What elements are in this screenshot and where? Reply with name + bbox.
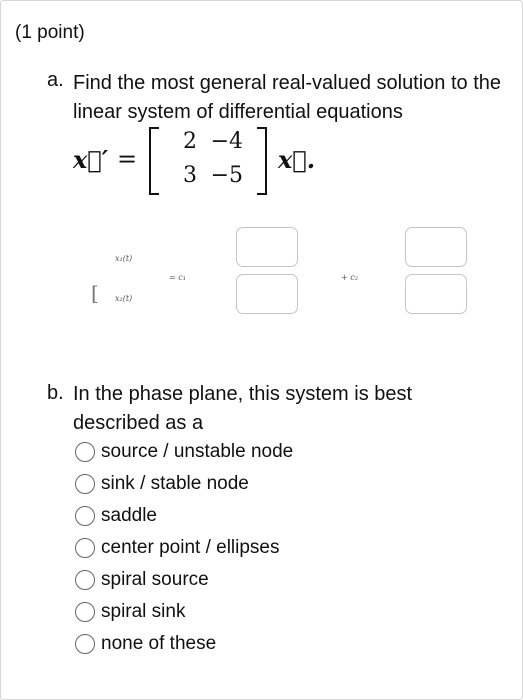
equation-rhs: x⃗. xyxy=(278,145,316,174)
matrix-cell-2-2: −5 xyxy=(210,163,243,188)
part-a-marker: a. xyxy=(47,69,64,91)
equation-equals: = xyxy=(117,145,138,173)
part-b-prompt: In the phase plane, this system is best described as a xyxy=(73,383,413,434)
x2-label: x₂(t) xyxy=(115,294,133,303)
option-label: center point / ellipses xyxy=(101,537,280,558)
part-a-prompt: Find the most general real-valued solution to the linear system of differential equations xyxy=(73,72,502,123)
option-center-point-ellipses[interactable] xyxy=(75,535,280,561)
option-label: sink / stable node xyxy=(101,473,249,494)
differential-equation xyxy=(73,125,353,197)
option-label: spiral sink xyxy=(101,601,186,622)
points-label: (1 point) xyxy=(15,22,85,43)
c2-vector-bottom-input[interactable] xyxy=(405,274,467,314)
part-b-marker: b. xyxy=(47,382,64,404)
radio-button[interactable] xyxy=(75,634,95,654)
c1-term: = c₁ xyxy=(169,273,186,282)
c2-vector-top-input[interactable] xyxy=(405,227,467,267)
option-label: saddle xyxy=(101,505,157,526)
radio-button[interactable] xyxy=(75,602,95,622)
option-label: spiral source xyxy=(101,569,209,590)
radio-button[interactable] xyxy=(75,570,95,590)
matrix-right-bracket xyxy=(257,127,267,195)
option-source-unstable-node[interactable] xyxy=(75,439,293,465)
option-saddle[interactable] xyxy=(75,503,157,529)
option-label: source / unstable node xyxy=(101,441,294,462)
x1-label: x₁(t) xyxy=(115,254,133,263)
radio-button[interactable] xyxy=(75,506,95,526)
radio-button[interactable] xyxy=(75,442,95,462)
matrix-cell-2-1: 3 xyxy=(183,163,197,188)
c2-term: + c₂ xyxy=(341,273,358,282)
option-label: none of these xyxy=(101,633,217,654)
matrix-left-bracket xyxy=(149,127,159,195)
radio-button[interactable] xyxy=(75,474,95,494)
option-none-of-these[interactable] xyxy=(75,631,216,657)
option-spiral-sink[interactable] xyxy=(75,599,185,625)
c1-vector-top-input[interactable] xyxy=(236,227,298,267)
matrix-cell-1-1: 2 xyxy=(183,129,197,154)
matrix-cell-1-2: −4 xyxy=(210,129,243,154)
option-spiral-source[interactable] xyxy=(75,567,209,593)
radio-button[interactable] xyxy=(75,538,95,558)
equation-lhs: x⃗′ xyxy=(73,145,109,174)
option-sink-stable-node[interactable] xyxy=(75,471,249,497)
c1-vector-bottom-input[interactable] xyxy=(236,274,298,314)
answer-open-bracket: [ xyxy=(91,281,99,305)
